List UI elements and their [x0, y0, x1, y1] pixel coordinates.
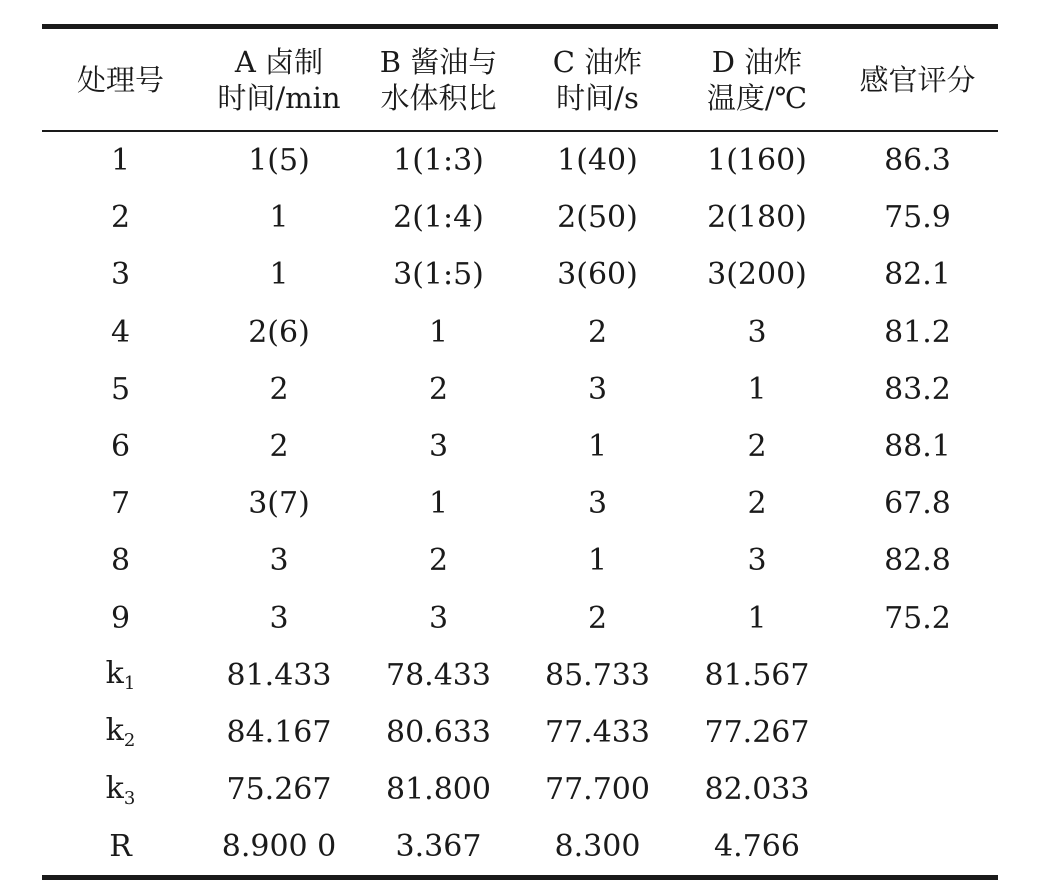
summary-value-cell: 84.167: [226, 714, 332, 750]
treatment-number-cell: 7: [110, 486, 131, 522]
table-cell: 82.1: [884, 257, 951, 293]
table-cell: 75.9: [884, 200, 951, 236]
treatment-number-cell: 6: [110, 429, 131, 465]
table-cell: 1(1:3): [393, 143, 484, 179]
table-row: [42, 246, 998, 303]
table-cell: 1: [428, 486, 449, 522]
table-cell: 1: [269, 200, 289, 236]
column-header: [677, 27, 837, 132]
table-cell: 1: [269, 257, 289, 293]
table-body: [42, 131, 998, 878]
treatment-number-cell: 1: [110, 143, 131, 179]
table-cell: 1(40): [557, 143, 638, 179]
column-header: [42, 27, 199, 132]
summary-value-cell: 82.033: [704, 772, 810, 808]
summary-value-cell: [837, 818, 998, 878]
table-cell: 2: [747, 486, 767, 522]
table-row: [42, 475, 998, 532]
treatment-number-cell: 8: [110, 543, 131, 579]
table-row: [42, 532, 998, 589]
summary-value-cell: [837, 647, 998, 704]
header-row: [42, 27, 998, 132]
summary-value-cell: 8.300: [518, 818, 677, 878]
summary-value-cell: 4.766: [677, 818, 837, 878]
summary-value-cell: 77.433: [545, 714, 650, 750]
table-cell: 1: [587, 543, 608, 579]
column-header-line: 时间/s: [556, 80, 639, 115]
summary-row: [42, 818, 998, 878]
summary-value-cell: 8.900 0: [199, 818, 359, 878]
table-cell: 3: [428, 600, 449, 636]
column-header-line: B 酱油与: [379, 44, 498, 79]
table-cell: 82.8: [884, 543, 951, 579]
table-cell: 3: [747, 314, 767, 350]
summary-label-subscript: 1: [123, 673, 136, 695]
table-cell: 81.2: [884, 314, 951, 350]
table-cell: 2(6): [248, 314, 310, 350]
table-cell: 2: [428, 371, 449, 407]
summary-row: [42, 647, 998, 704]
summary-value-cell: [837, 704, 998, 761]
column-header-line: C 油炸: [552, 44, 643, 79]
table-row: [42, 418, 998, 475]
summary-value-cell: 77.700: [545, 772, 650, 808]
summary-value-cell: 3.367: [359, 818, 518, 878]
orthogonal-test-table: [42, 24, 998, 880]
table-cell: 2: [747, 429, 767, 465]
summary-label-subscript: 3: [123, 787, 136, 809]
summary-label-cell: [42, 818, 199, 878]
column-header-line: 水体积比: [380, 80, 497, 115]
summary-value-cell: [837, 761, 998, 818]
table-cell: 83.2: [884, 371, 951, 407]
treatment-number-cell: 9: [110, 600, 131, 636]
table-row: [42, 304, 998, 361]
table-header: [42, 27, 998, 132]
table-cell: 2: [269, 371, 289, 407]
summary-label: R: [109, 829, 132, 865]
table-cell: 3: [587, 486, 608, 522]
table-row: [42, 131, 998, 189]
column-header-line: 处理号: [76, 62, 164, 97]
table-cell: 67.8: [884, 486, 951, 522]
summary-value-cell: 78.433: [386, 657, 491, 693]
treatment-number-cell: 4: [110, 314, 131, 350]
column-header-line: D 油炸: [711, 44, 803, 79]
summary-label: k: [105, 656, 124, 692]
table-cell: 1: [428, 314, 449, 350]
summary-value-cell: 75.267: [226, 772, 332, 808]
summary-value-cell: 80.633: [386, 714, 491, 750]
summary-value-cell: 85.733: [545, 657, 650, 693]
table-cell: 86.3: [884, 143, 951, 179]
table-cell: 75.2: [884, 600, 951, 636]
treatment-number-cell: 5: [110, 371, 131, 407]
table-cell: 2(1:4): [393, 200, 484, 236]
table-cell: 3(1:5): [393, 257, 484, 293]
table-cell: 3: [747, 543, 767, 579]
table-cell: 3(200): [707, 257, 807, 293]
table-cell: 3(60): [557, 257, 638, 293]
table-cell: 3: [428, 429, 449, 465]
table-cell: 1: [747, 371, 767, 407]
table-cell: 1(160): [707, 143, 807, 179]
summary-value-cell: 77.267: [704, 714, 810, 750]
summary-label-cell: [42, 647, 199, 704]
summary-value-cell: 81.567: [704, 657, 810, 693]
summary-label-subscript: 2: [123, 730, 136, 752]
table-row: [42, 361, 998, 418]
table-cell: 2: [587, 314, 608, 350]
table-cell: 3: [269, 543, 289, 579]
treatment-number-cell: 2: [110, 200, 131, 236]
column-header: [518, 27, 677, 132]
table-cell: 1: [587, 429, 608, 465]
column-header: [199, 27, 359, 132]
column-header-line: 时间/min: [217, 80, 341, 115]
summary-row: [42, 761, 998, 818]
table-cell: 3: [269, 600, 289, 636]
summary-value-cell: 81.433: [226, 657, 332, 693]
treatment-number-cell: 3: [110, 257, 131, 293]
table-cell: 1(5): [248, 143, 310, 179]
table-cell: 88.1: [884, 429, 951, 465]
summary-value-cell: 81.800: [386, 772, 491, 808]
table-cell: 2: [587, 600, 608, 636]
column-header: [837, 27, 998, 132]
column-header: [359, 27, 518, 132]
column-header-line: A 卤制: [234, 44, 324, 79]
column-header-line: 温度/℃: [706, 80, 808, 115]
table-cell: 2(180): [707, 200, 807, 236]
table-row: [42, 590, 998, 647]
table-cell: 2: [428, 543, 449, 579]
summary-row: [42, 704, 998, 761]
summary-label: k: [105, 770, 124, 806]
column-header-line: 感官评分: [859, 62, 976, 97]
summary-label-cell: [42, 761, 199, 818]
summary-label: k: [105, 713, 124, 749]
table-cell: 2(50): [557, 200, 638, 236]
summary-label-cell: [42, 704, 199, 761]
table-cell: 1: [747, 600, 767, 636]
table-cell: 3: [587, 371, 608, 407]
table-row: [42, 189, 998, 246]
table-cell: 2: [269, 429, 289, 465]
table-cell: 3(7): [248, 486, 310, 522]
